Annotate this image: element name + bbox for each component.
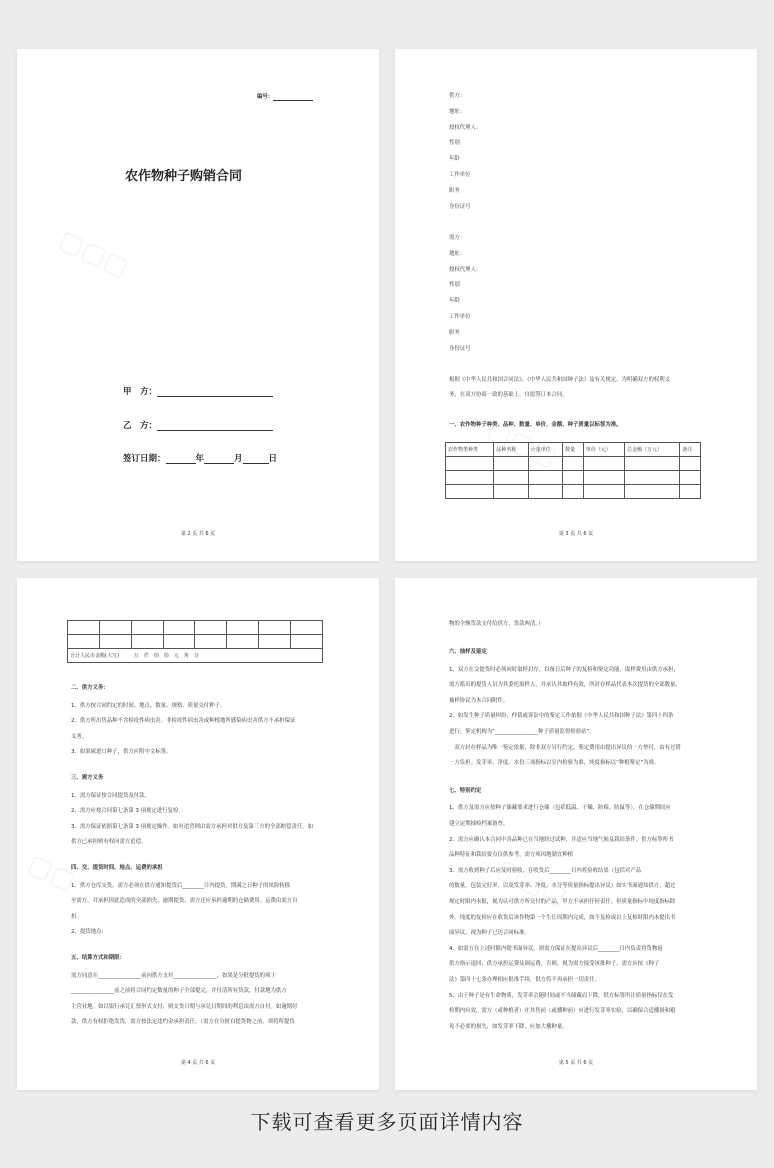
clause-line: 免不必要的损失，如发芽率下降，应加大播种量。	[449, 1023, 568, 1030]
buyer-field-label: 性别	[449, 282, 460, 289]
clause-line: 3、如果属进口种子，供方应附中文标签。	[71, 749, 172, 756]
buyer-field-label: 需方：	[449, 235, 466, 241]
supplier-field-label: 授权代理人：	[449, 124, 482, 131]
table-header-cell: 计量单位	[528, 443, 562, 457]
table-header-cell: 单价（元）	[583, 443, 624, 457]
supplier-field-label: 身份证号	[449, 203, 471, 210]
year-label: 年	[195, 454, 205, 464]
supplier-field-label: 职务	[449, 187, 460, 194]
contract-page-terms	[395, 578, 757, 1090]
clause-line: 双方封存样品为唯一鉴定依据，除非双方另行约定。鉴定费用由提出异议的一方垫付，由有过错	[449, 744, 681, 751]
download-caption: 下载可查看更多页面详情内容	[250, 1110, 524, 1134]
watermark	[54, 225, 133, 283]
section-heading: 三、需方义务	[71, 775, 104, 781]
section-heading: 六、抽样及鉴定	[449, 649, 487, 655]
clause-line: 的数量、包装完好率，以及发芽率、净度、水分等质量指标提出异议）如实书面通知供方。超过	[449, 883, 676, 890]
clause-line: 供方已承担则有权向需方追偿。	[71, 839, 147, 846]
buyer-field-label: 工作单位	[449, 314, 471, 320]
table-header-cell: 数量	[563, 443, 584, 457]
section-heading: 四、交、提货时间、地点、运费的承担	[71, 865, 163, 871]
page-footer: 第 4 页 共 6 页	[180, 1060, 216, 1066]
clause-line: 需方同意在________________前向供方支付________________，如果是分批提货的须于	[71, 972, 276, 979]
section-heading: 七、特别约定	[449, 787, 482, 794]
continuation-line: 物的全额货款支付给供方，货款两清。）	[449, 621, 544, 627]
clause-line: 1、需方保证按合同提货及付款。	[71, 792, 150, 799]
clause-line: 1、供方仓库交货，需方必须在供方通知提货后________日内提货，期满之日种子的风险转移	[71, 882, 291, 889]
clause-line: 款，供方有权拒绝发货，需方按法定违约金承担责任。（需方在分批自提货物之前，须将所提货	[71, 1019, 295, 1026]
number-label: 编号：	[257, 94, 274, 100]
intro-line-1: 根据《中华人民共和国合同法》、《中华人民共和国种子法》及有关规定，为明确双方的权利义	[449, 377, 671, 383]
supplier-field-label: 年龄	[449, 156, 460, 163]
clause-line: 建立定期抽检档案备查。	[449, 821, 509, 827]
party-b-label: 乙 方：	[123, 421, 158, 431]
table-header-cell: 品种名称	[494, 443, 528, 457]
clause-line: 规定时限内未报，视为认可供方所交付的产品，甲方不承担任何责任。但质量指标中纯度指标除	[449, 899, 676, 905]
clause-line: 4、如需方在上述时限内提书面异议，则需方保证在提出异议后________日内负责将货物返	[449, 945, 663, 952]
table-header-row	[446, 443, 701, 457]
clause-line: 进行。鉴定机构为“________________种子质量监督检验站”。	[449, 729, 595, 735]
supplier-field-label: 工作单位	[449, 172, 471, 178]
clause-line: 3、需方保证依据第七条第 3 项规定操作。如有违背则由需方承担对供方及第三方的全部赔偿责任。如	[71, 823, 314, 830]
clause-line: 一方负担。发芽率、净度、水份三项指标以室内检验为准，纯度指标以“种植鉴定”为准。	[449, 760, 660, 767]
supplier-field-label: 供方：	[449, 93, 466, 99]
table-row	[68, 635, 323, 649]
number-field	[257, 93, 313, 101]
page-footer: 第 3 页 共 6 页	[558, 531, 594, 537]
month-label: 月	[234, 454, 243, 464]
clause-line: 1、供方及需方应按种子储藏要求进行仓储（包括低温、干燥、防霉、防鼠等），在仓储期间应	[449, 805, 671, 812]
clause-line: 抽样协议为本合同附件。	[449, 697, 509, 704]
supplier-field-label: 地址：	[449, 108, 466, 115]
watermark	[23, 849, 80, 897]
clause-line: 2、需方应确认本合同中各品种已在当地经过试种，并适应当地气候及栽培条件。供方标签所书	[449, 836, 674, 843]
clause-line: ________________前之前将合同约定数量的种子全部提完，并付清所有货款，付款地为供方	[71, 988, 287, 995]
section-heading: 二、供方义务：	[71, 685, 109, 691]
clause-line: 3、需方收到种子后应及时验收，在收货后________日内将验收结果（包括对产品	[449, 867, 642, 874]
buyer-field-label: 授权代理人：	[449, 266, 482, 273]
party-a-label: 甲 方：	[123, 387, 158, 397]
clause-line: 2、供方所出售品种不含检疫性病虫害。非检疫性病虫害或种植地所感染病虫害供方不承担保证	[71, 718, 296, 725]
contract-title: 农作物种子购销合同	[125, 169, 243, 184]
sign-date-label: 签订日期：	[123, 454, 166, 464]
clause-line: 主营业地。如以银行承兑汇票形式支付，则交货日期与承兑日期间的利息由需方自付。如逾期付	[71, 1003, 298, 1010]
clause-line: 至需方，并承担因此造成的全部损失、逾期提货，需方还应承担逾期的仓储费用。运费由需方自	[71, 898, 298, 905]
table-row	[68, 649, 323, 663]
page-footer: 第 5 页 共 6 页	[558, 1060, 594, 1066]
clause-line: 面异议，视为种子已达合同标准。	[449, 930, 530, 937]
clause-line: 2、提货地点：	[71, 929, 107, 936]
clause-line: 2、需方应按合同第七条第 3 项规定进行复检。	[71, 808, 184, 815]
intro-line-2: 务，在双方协商一致的基础上，自愿签订本合同。	[449, 392, 568, 398]
sign-date-field	[123, 452, 277, 464]
clause-line: 法》第四十七条办理相应批准手续，供方将不再承担一切责任。	[449, 977, 600, 983]
supplier-field-label: 性别	[449, 140, 460, 147]
clause-line: 1、供方按合同约定的时间、地点、数量、规格、质量交付种子。	[71, 702, 226, 709]
table-row	[68, 621, 323, 635]
contract-page-obligations	[17, 578, 379, 1090]
table-header-cell: 农作物类种类	[446, 443, 494, 457]
clause-line: 2、如发生种子质量纠纷，仲裁或诉讼中的鉴定工作依据《中华人民共和国种子法》第四十四条	[449, 713, 674, 720]
contract-page-cover	[17, 49, 379, 561]
clause-line: 1、双方在交提货时必须同时取样封存，以备日后种子的复检和鉴定功能，取样费用由供方承担，	[449, 666, 679, 673]
party-b-field	[123, 419, 273, 431]
clause-line: 需方派出的提货人员为其委托取样人，并承认其取样有效，所封存样品代表本次提货的全部数量、	[449, 682, 681, 689]
table-row	[446, 471, 701, 485]
party-a-field	[123, 385, 273, 397]
section-1-heading: 一、农作物种子种类、品种、数量、单价、金额、种子质量以标签为准。	[449, 422, 622, 428]
clause-line: 品种特征和栽培要点仅供参考，需方须因地制宜种植	[449, 852, 573, 859]
day-label: 日	[268, 454, 278, 464]
table-row	[446, 457, 701, 471]
clause-line: 检期内有效，需方（或种植者）在其售前（或播种前）应进行发芽率实验，以确保合适播量和避	[449, 1008, 676, 1015]
clause-line: 外。纯度的复检应在收货后该作物第一个生长周期内完成，如不复检或以上复检时限内未提出书	[449, 914, 676, 921]
table-header-cell: 总金额（万元）	[625, 443, 680, 457]
buyer-field-label: 身份证号	[449, 345, 471, 352]
seed-product-table	[445, 442, 701, 499]
buyer-field-label: 职务	[449, 329, 460, 336]
buyer-field-label: 年龄	[449, 298, 460, 305]
clause-line: 供方指示退回；供方承担运费及调运费，否则，视为需方接受该批种子。需方应按《种子	[449, 961, 660, 968]
clause-line: 担。	[71, 913, 82, 920]
table-row	[446, 485, 701, 499]
clause-line: 义务。	[71, 733, 88, 740]
table-header-cell: 备注	[680, 443, 701, 457]
page-footer: 第 2 页 共 6 页	[180, 531, 216, 537]
total-table	[67, 620, 323, 663]
contract-page-parties	[395, 49, 757, 561]
total-amount-row: 合计人民币金额(大写) 万 仟 佰 拾 元 角 分	[68, 649, 323, 663]
section-heading: 五、结算方式和期限：	[71, 955, 125, 961]
clause-line: 5、由于种子是有生命物质，发芽率会随时间或不当储藏而下降，供方标签所注质量指标仅在发	[449, 992, 674, 999]
buyer-field-label: 地址：	[449, 250, 466, 257]
